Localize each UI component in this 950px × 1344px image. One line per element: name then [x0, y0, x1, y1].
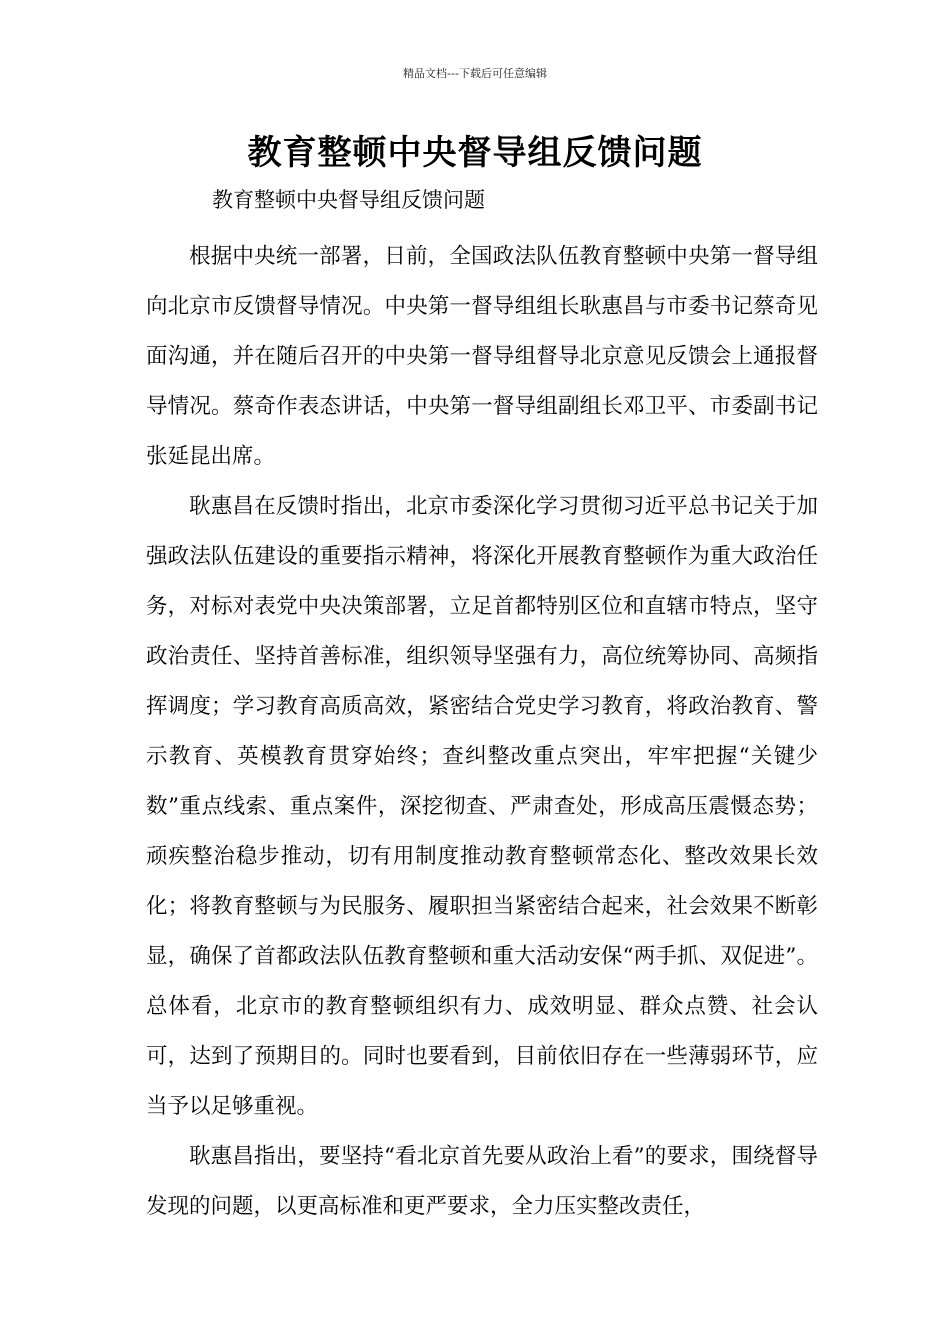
- paragraph: 根据中央统一部署，日前，全国政法队伍教育整顿中央第一督导组向北京市反馈督导情况。中央第一督导组组长耿惠昌与市委书记蔡奇见面沟通，并在随后召开的中央第一督导组督导北京意见反馈会上通报督导情况。蔡奇作表态讲话，中央第一督导组副组长邓卫平、市委副书记张延昆出席。: [146, 244, 818, 469]
- document-title: 教育整顿中央督导组反馈问题: [247, 133, 703, 173]
- document-subtitle: 教育整顿中央督导组反馈问题: [212, 188, 485, 212]
- document-body: [146, 232, 818, 1232]
- page-header: 精品文档---下载后可任意编辑: [403, 67, 547, 80]
- paragraph: 耿惠昌在反馈时指出，北京市委深化学习贯彻习近平总书记关于加强政法队伍建设的重要指示精神，将深化开展教育整顿作为重大政治任务，对标对表党中央决策部署，立足首都特别区位和直辖市特点，坚守政治责任、坚持首善标准，组织领导坚强有力，高位统筹协同、高频指挥调度；学习教育高质高效，紧密结合党史学习教育，将政治教育、警示教育、英模教育贯穿始终；查纠整改重点突出，牢牢把握“关键少数”重点线索、重点案件，深挖彻查、严肃查处，形成高压震慑态势；顽疾整治稳步推动，切有用制度推动教育整顿常态化、整改效果长效化；将教育整顿与为民服务、履职担当紧密结合起来，社会效果不断彰显，确保了首都政法队伍教育整顿和重大活动安保“两手抓、双促进”。总体看，北京市的教育整顿组织有力、成效明显、群众点赞、社会认可，达到了预期目的。同时也要看到，目前依旧存在一些薄弱环节，应当予以足够重视。: [146, 494, 818, 1119]
- paragraph: 耿惠昌指出，要坚持“看北京首先要从政治上看”的要求，围绕督导发现的问题，以更高标准和更严要求，全力压实整改责任，: [146, 1144, 818, 1219]
